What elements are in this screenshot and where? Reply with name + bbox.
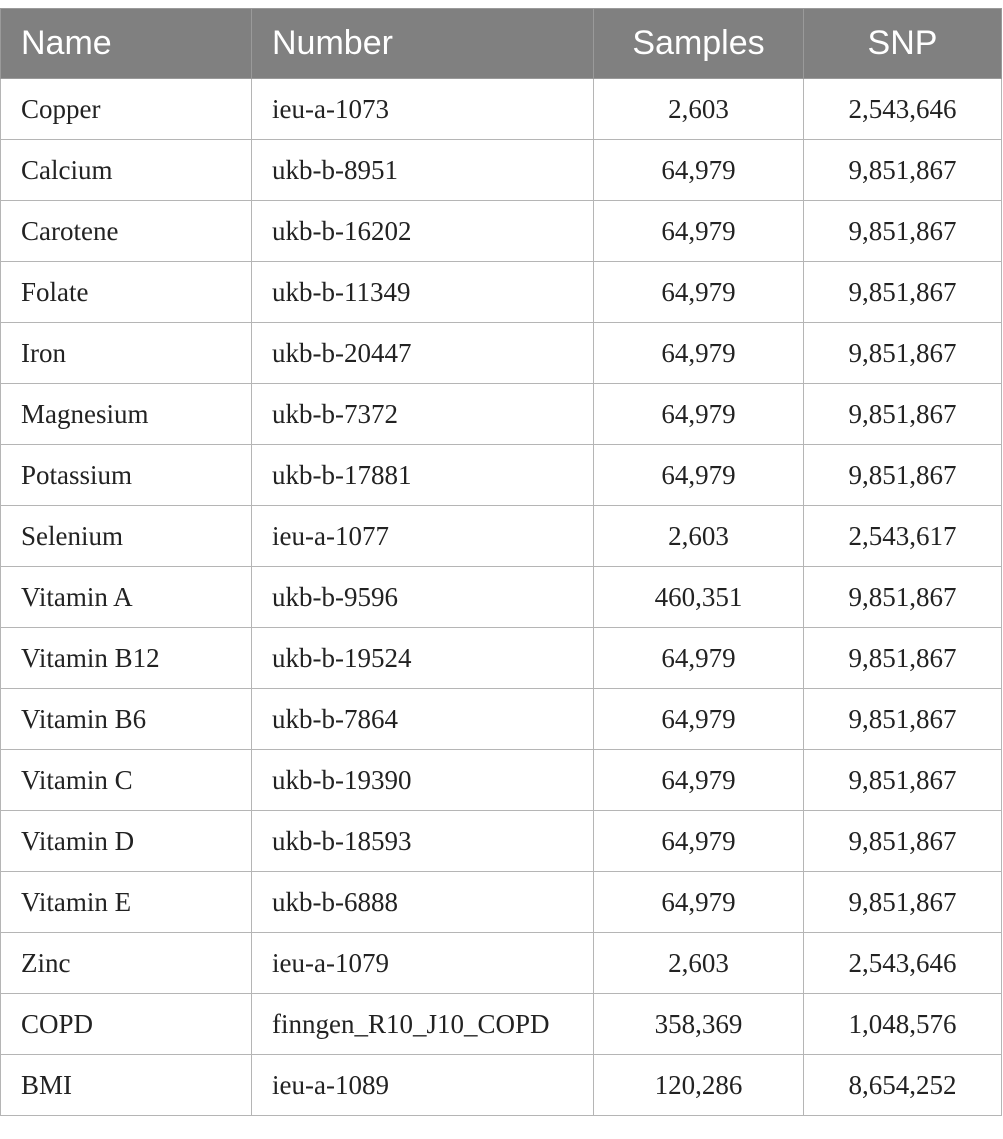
cell-snp: 1,048,576 (804, 994, 1002, 1055)
cell-name: Potassium (1, 445, 252, 506)
cell-name: Zinc (1, 933, 252, 994)
table-body (1, 79, 1002, 1116)
cell-number: ukb-b-18593 (252, 811, 594, 872)
cell-snp: 9,851,867 (804, 445, 1002, 506)
cell-name: Vitamin B6 (1, 689, 252, 750)
table-row (1, 994, 1002, 1055)
header-row (1, 9, 1002, 79)
cell-snp: 2,543,617 (804, 506, 1002, 567)
cell-snp: 9,851,867 (804, 323, 1002, 384)
cell-snp: 9,851,867 (804, 872, 1002, 933)
cell-snp: 9,851,867 (804, 262, 1002, 323)
cell-samples: 64,979 (594, 384, 804, 445)
table-row (1, 872, 1002, 933)
cell-name: Folate (1, 262, 252, 323)
table-row (1, 567, 1002, 628)
cell-samples: 120,286 (594, 1055, 804, 1116)
cell-name: Vitamin B12 (1, 628, 252, 689)
cell-number: ukb-b-7372 (252, 384, 594, 445)
table-row (1, 689, 1002, 750)
cell-samples: 460,351 (594, 567, 804, 628)
cell-samples: 64,979 (594, 689, 804, 750)
cell-snp: 2,543,646 (804, 79, 1002, 140)
cell-snp: 9,851,867 (804, 140, 1002, 201)
cell-samples: 64,979 (594, 262, 804, 323)
table-row (1, 201, 1002, 262)
table-row (1, 384, 1002, 445)
cell-samples: 358,369 (594, 994, 804, 1055)
table-row (1, 1055, 1002, 1116)
table-row (1, 140, 1002, 201)
cell-snp: 9,851,867 (804, 567, 1002, 628)
cell-snp: 9,851,867 (804, 384, 1002, 445)
cell-snp: 9,851,867 (804, 628, 1002, 689)
cell-name: BMI (1, 1055, 252, 1116)
cell-samples: 2,603 (594, 506, 804, 567)
table-row (1, 79, 1002, 140)
cell-name: Vitamin A (1, 567, 252, 628)
table-row (1, 262, 1002, 323)
cell-snp: 9,851,867 (804, 201, 1002, 262)
column-header-number: Number (252, 9, 594, 79)
cell-number: ukb-b-8951 (252, 140, 594, 201)
cell-number: ukb-b-16202 (252, 201, 594, 262)
cell-samples: 64,979 (594, 323, 804, 384)
cell-number: ukb-b-11349 (252, 262, 594, 323)
cell-samples: 64,979 (594, 872, 804, 933)
cell-samples: 64,979 (594, 811, 804, 872)
cell-samples: 64,979 (594, 201, 804, 262)
cell-number: ukb-b-20447 (252, 323, 594, 384)
table-row (1, 323, 1002, 384)
cell-samples: 64,979 (594, 140, 804, 201)
cell-snp: 9,851,867 (804, 811, 1002, 872)
cell-snp: 9,851,867 (804, 750, 1002, 811)
cell-number: ukb-b-9596 (252, 567, 594, 628)
cell-samples: 64,979 (594, 750, 804, 811)
data-table (0, 8, 1002, 1116)
cell-name: Carotene (1, 201, 252, 262)
cell-name: Vitamin E (1, 872, 252, 933)
table-row (1, 445, 1002, 506)
cell-name: Iron (1, 323, 252, 384)
table-row (1, 506, 1002, 567)
cell-number: ieu-a-1079 (252, 933, 594, 994)
cell-name: Calcium (1, 140, 252, 201)
cell-name: Copper (1, 79, 252, 140)
cell-number: ieu-a-1073 (252, 79, 594, 140)
cell-number: ukb-b-17881 (252, 445, 594, 506)
cell-snp: 8,654,252 (804, 1055, 1002, 1116)
column-header-name: Name (1, 9, 252, 79)
cell-number: ieu-a-1077 (252, 506, 594, 567)
cell-name: Vitamin D (1, 811, 252, 872)
table-row (1, 811, 1002, 872)
cell-number: ukb-b-19390 (252, 750, 594, 811)
column-header-snp: SNP (804, 9, 1002, 79)
table-row (1, 628, 1002, 689)
cell-samples: 2,603 (594, 79, 804, 140)
cell-number: ukb-b-7864 (252, 689, 594, 750)
table-row (1, 933, 1002, 994)
cell-number: finngen_R10_J10_COPD (252, 994, 594, 1055)
column-header-samples: Samples (594, 9, 804, 79)
cell-samples: 64,979 (594, 628, 804, 689)
cell-name: Selenium (1, 506, 252, 567)
cell-samples: 2,603 (594, 933, 804, 994)
cell-number: ieu-a-1089 (252, 1055, 594, 1116)
cell-number: ukb-b-6888 (252, 872, 594, 933)
cell-snp: 9,851,867 (804, 689, 1002, 750)
cell-samples: 64,979 (594, 445, 804, 506)
cell-name: Vitamin C (1, 750, 252, 811)
table-row (1, 750, 1002, 811)
cell-snp: 2,543,646 (804, 933, 1002, 994)
cell-number: ukb-b-19524 (252, 628, 594, 689)
cell-name: COPD (1, 994, 252, 1055)
cell-name: Magnesium (1, 384, 252, 445)
